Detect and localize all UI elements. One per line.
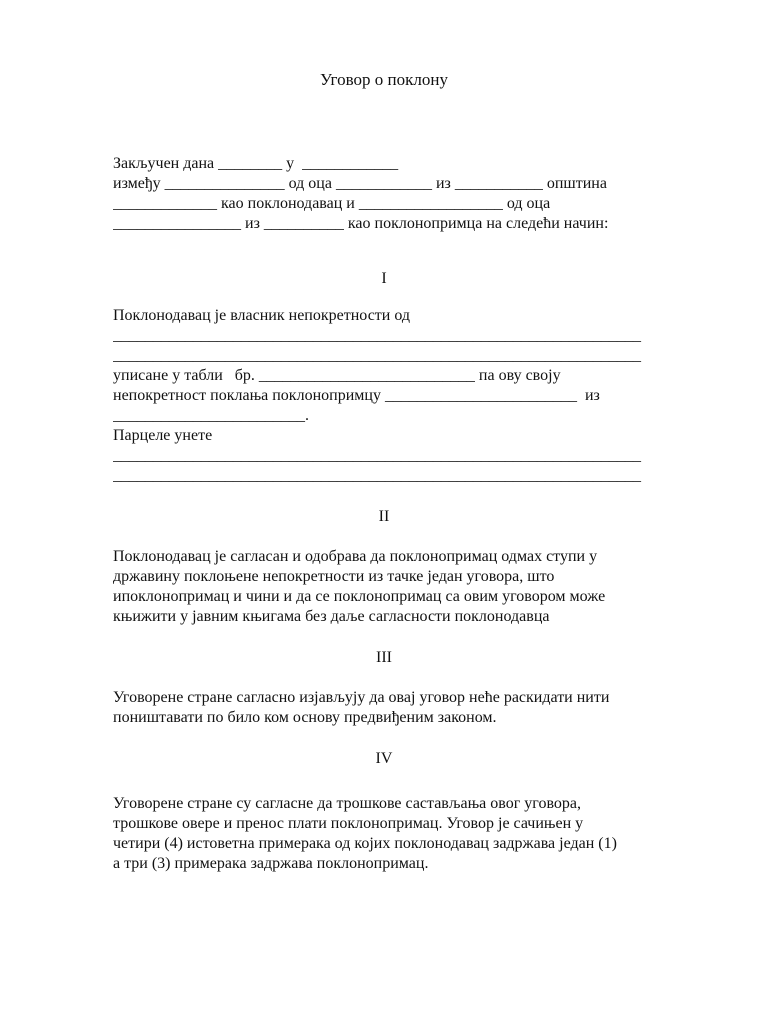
section-line: књижити у јавним књигама без даље сагласности поклонодавца [113, 608, 550, 625]
section-line: Поклонодавац је сагласан и одобрава да поклонопримац одмах ступи у [113, 548, 598, 565]
blank-line: __________________________________________________________________ [113, 467, 641, 484]
section-line: а три (3) примерака задржава поклонопримац. [113, 855, 429, 872]
section-line: Поклонодавац је власник непокретности од [113, 307, 411, 324]
intro-line: ________________ из __________ као поклонопримца на следећи начин: [113, 215, 609, 232]
section-line: уписане у табли бр. ___________________________ па ову своју [113, 367, 561, 384]
section-line: државину поклоњене непокретности из тачке један уговора, што [113, 568, 555, 585]
section-1-body [113, 306, 658, 486]
section-line: непокретност поклања поклонопримцу ________________________ из [113, 387, 600, 404]
section-line: Уговорене стране сагласно изјављују да овај уговор неће раскидати нити [113, 689, 610, 706]
section-line: четири (4) истоветна примерака од којих поклонодавац задржава један (1) [113, 835, 617, 852]
intro-block [113, 154, 658, 234]
section-line: поништавати по било ком основу предвиђеним законом. [113, 709, 497, 726]
blank-line: __________________________________________________________________ [113, 347, 641, 364]
intro-line: _____________ као поклонодавац и __________________ од оца [113, 195, 551, 212]
section-4-body [113, 794, 658, 874]
section-2-body [113, 547, 658, 627]
section-numeral-2: II [378, 508, 390, 525]
section-numeral-1: I [381, 270, 387, 287]
intro-line: Закључен дана ________ у ____________ [113, 155, 399, 172]
blank-line: __________________________________________________________________ [113, 447, 641, 464]
section-line: трошкове овере и пренос плати поклонопримац. Уговор је сачињен у [113, 815, 584, 832]
section-line: ________________________. [113, 407, 309, 424]
section-numeral-3: III [376, 649, 392, 666]
section-numeral-4: IV [375, 750, 393, 767]
section-line: Уговорене стране су сагласне да трошкове састављања овог уговора, [113, 795, 581, 812]
intro-line: између _______________ од оца ____________ из ___________ општина [113, 175, 607, 192]
section-line: ипоклонопримац и чини и да се поклонопримац са овим уговором може [113, 588, 606, 605]
section-3-body [113, 688, 658, 728]
blank-line: __________________________________________________________________ [113, 327, 641, 344]
section-line: Парцеле унете [113, 427, 213, 444]
document-title: Уговор о поклону [320, 70, 448, 89]
